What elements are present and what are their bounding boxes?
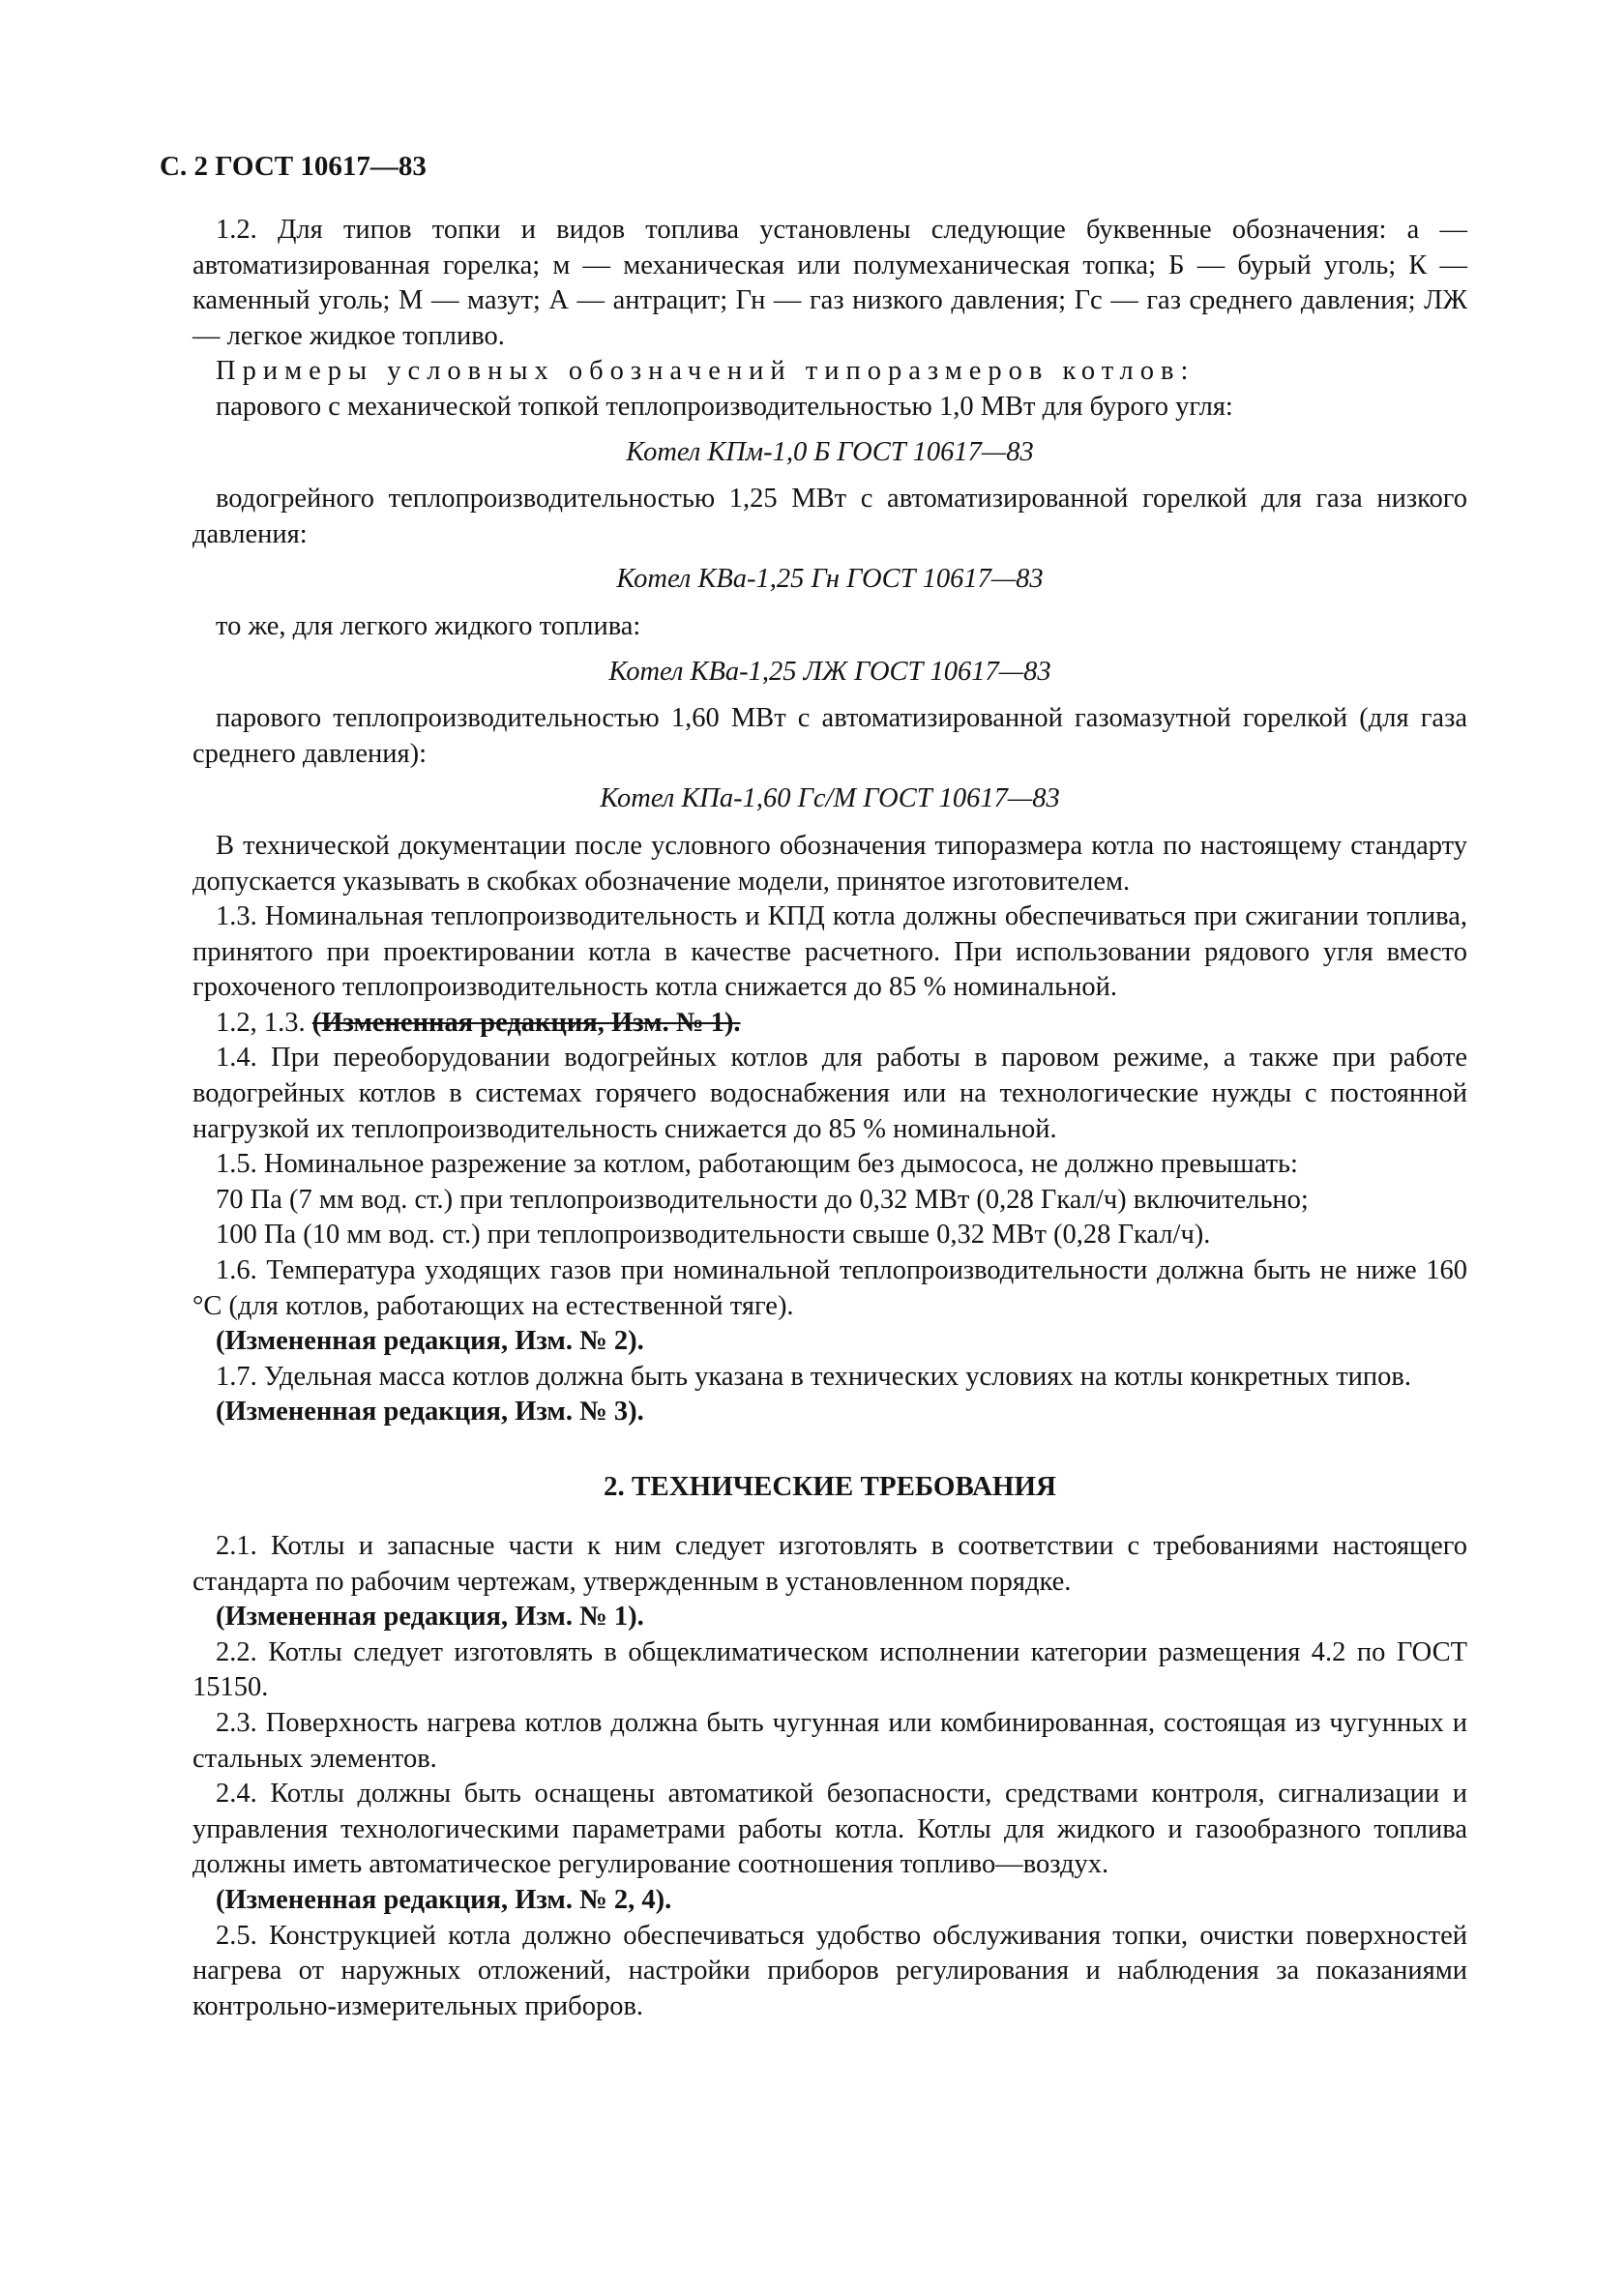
paragraph-2-4: 2.4. Котлы должны быть оснащены автоматикой безопасности, средствами контроля, сигнализации и управления технологическими параметрами работы котла. Котлы для жидкого и газообразного топлива должны иметь автоматическое регулирование соотношения топливо—воздух. [192,1779,1467,1880]
paragraph-tech-doc: В технической документации после условного обозначения типоразмера котла по настоящему стандарту допускается указывать в скобках обозначение модели, принятое изготовителем. [192,830,1467,897]
example-3-designation: Котел КВа-1,25 ЛЖ ГОСТ 10617—83 [608,656,1051,687]
change-note-1-7: (Измененная редакция, Изм. № 3). [216,1397,644,1428]
paragraph-1-5: 1.5. Номинальное разрежение за котлом, работающим без дымососа, не должно превышать: [216,1149,1298,1180]
example-4-text: парового теплопроизводительностью 1,60 МВт с автоматизированной газомазутной горелкой (для газа среднего давления): [192,703,1467,769]
paragraph-1-5-b: 100 Па (10 мм вод. ст.) при теплопроизводительности свыше 0,32 МВт (0,28 Гкал/ч). [216,1220,1211,1251]
paragraph-1-7: 1.7. Удельная масса котлов должна быть указана в технических условиях на котлы конкретных типов. [216,1361,1411,1392]
paragraph-2-3: 2.3. Поверхность нагрева котлов должна быть чугунная или комбинированная, состоящая из чугунных и стальных элементов. [192,1707,1467,1774]
paragraph-1-5-a: 70 Па (7 мм вод. ст.) при теплопроизводительности до 0,32 МВт (0,28 Гкал/ч) включительно; [216,1184,1309,1215]
change-note-2-1: (Измененная редакция, Изм. № 1). [216,1602,644,1633]
change-note-struck: (Измененная редакция, Изм. № 1). [311,1007,741,1038]
paragraph-1-2: 1.2. Для типов топки и видов топлива установлены следующие буквенные обозначения: а — автоматизированная горелка; м — механическая или полумеханическая топка; Б — бурый уголь; К — каменный уголь; М — мазут; А — антрацит; Гн — газ низкого давления; Гс — газ среднего давления; ЛЖ — легкое жидкое топливо. [192,215,1467,351]
document-body [192,213,1467,2024]
example-1-text: парового с механической топкой теплопроизводительностью 1,0 МВт для бурого угля: [216,391,1233,422]
paragraph-1-3: 1.3. Номинальная теплопроизводительность и КПД котла должны обеспечиваться при сжигании топлива, принятого при проектировании котла в качестве расчетного. При использовании рядового угля вместо грохоченого теплопроизводительность котла снижается до 85 % номинальной. [192,901,1467,1003]
change-note-prefix: 1.2, 1.3. [216,1007,306,1038]
examples-heading: Примеры условных обозначений типоразмеров котлов: [216,356,1196,387]
paragraph-2-2: 2.2. Котлы следует изготовлять в общеклиматическом исполнении категории размещения 4.2 по ГОСТ 15150. [192,1636,1467,1703]
example-3-text: то же, для легкого жидкого топлива: [216,610,641,641]
example-1-designation: Котел КПм-1,0 Б ГОСТ 10617—83 [626,436,1034,467]
example-2-designation: Котел КВа-1,25 Гн ГОСТ 10617—83 [616,564,1044,595]
change-note-2-4: (Измененная редакция, Изм. № 2, 4). [216,1884,672,1915]
paragraph-1-4: 1.4. При переоборудовании водогрейных котлов для работы в паровом режиме, а также при работе водогрейных котлов в системах горячего водоснабжения или на технологические нужды с постоянной нагрузкой их теплопроизводительность снижается до 85 % номинальной. [192,1043,1467,1144]
example-2-text: водогрейного теплопроизводительностью 1,25 МВт с автоматизированной горелкой для газа низкого давления: [192,484,1467,549]
paragraph-2-5: 2.5. Конструкцией котла должно обеспечиваться удобство обслуживания топки, очистки поверхностей нагрева от наружных отложений, настройки приборов регулирования и наблюдения за показаниями контрольно-измерительных приборов. [192,1920,1467,2021]
example-4-designation: Котел КПа-1,60 Гс/М ГОСТ 10617—83 [600,783,1060,814]
change-note-1-2-1-3 [192,1006,1467,1042]
page-header: С. 2 ГОСТ 10617—83 [160,151,427,182]
paragraph-2-1: 2.1. Котлы и запасные части к ним следует изготовлять в соответствии с требованиями настоящего стандарта по рабочим чертежам, утвержденным в установленном порядке. [192,1531,1467,1597]
change-note-1-6: (Измененная редакция, Изм. № 2). [216,1326,644,1357]
paragraph-1-6: 1.6. Температура уходящих газов при номинальной теплопроизводительности должна быть не ниже 160 °С (для котлов, работающих на естественной тяге). [192,1255,1467,1321]
section-2-title: 2. ТЕХНИЧЕСКИЕ ТРЕБОВАНИЯ [604,1471,1056,1502]
